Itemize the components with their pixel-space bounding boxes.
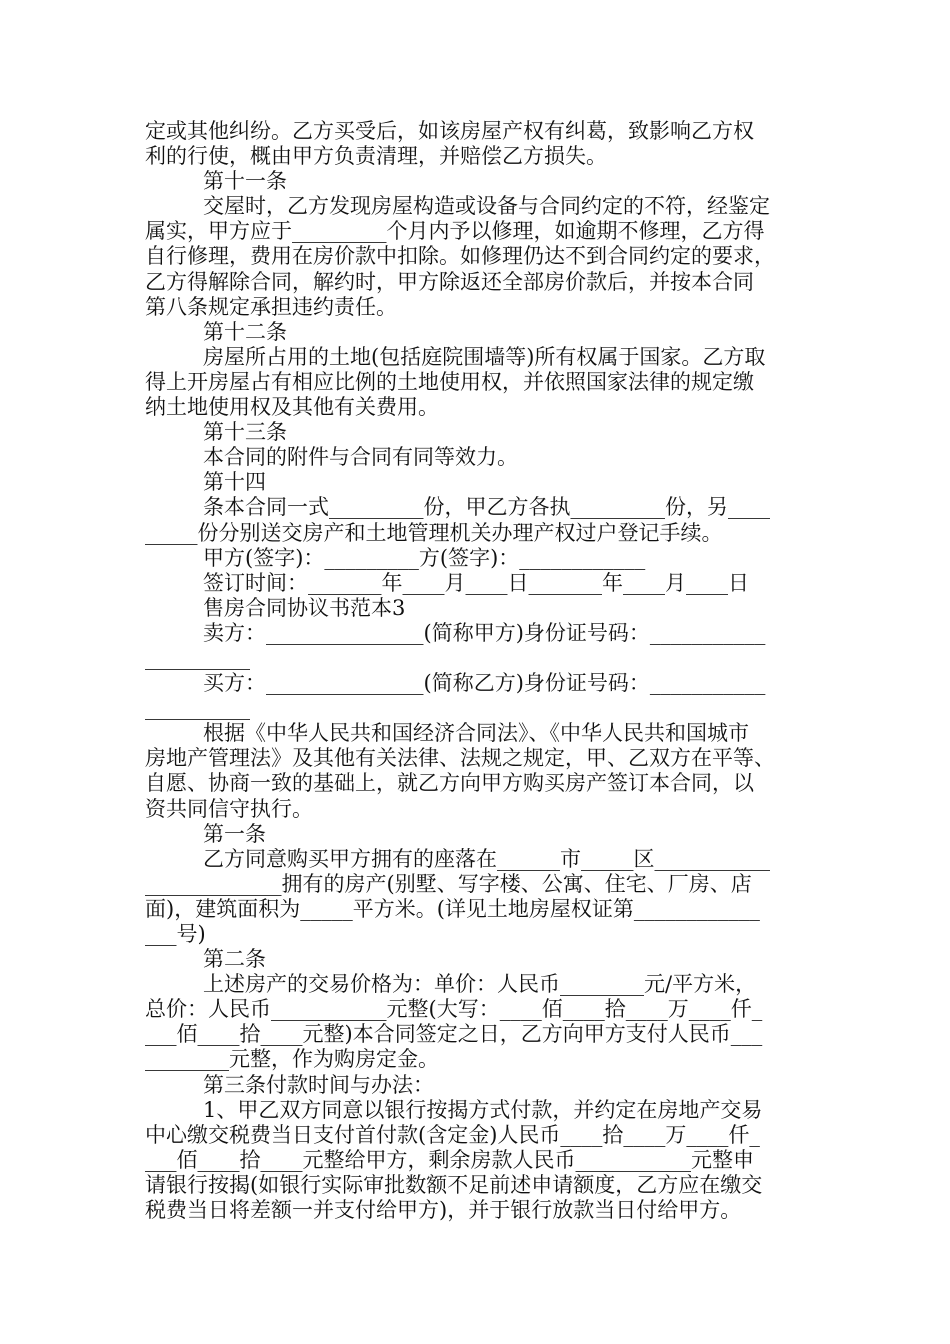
document-page	[145, 119, 807, 1223]
text-line: ___佰____拾____元整)本合同签定之日，乙方向甲方支付人民币___	[145, 1022, 763, 1047]
text-line: 卖方：_______________(简称甲方)身份证号码：___________	[203, 620, 766, 645]
text-line: 售房合同协议书范本3	[203, 595, 406, 620]
text-line: 甲方(签字)：_________方(签字)：____________	[203, 545, 646, 570]
text-line: 得上开房屋占有相应比例的土地使用权，并依照国家法律的规定缴	[145, 369, 754, 394]
text-line: 房屋所占用的土地(包括庭院围墙等)所有权属于国家。乙方取	[203, 344, 766, 369]
text-line: 1、甲乙双方同意以银行按揭方式付款，并约定在房地产交易	[203, 1097, 763, 1122]
text-line: 纳土地使用权及其他有关费用。	[145, 395, 439, 420]
text-line: 第二条	[203, 947, 266, 972]
text-line: 第十三条	[203, 420, 287, 445]
text-line: 条本合同一式_________份，甲乙方各执_________份，另____	[203, 495, 770, 520]
text-line: 中心缴交税费当日支付首付款(含定金)人民币____拾____万____仟_	[145, 1122, 760, 1147]
text-line: _____________拥有的房产(别墅、写字楼、公寓、住宅、厂房、店	[145, 871, 752, 896]
text-line: __________	[145, 645, 250, 670]
text-line: 乙方得解除合同，解约时，甲方除返还全部房价款后，并按本合同	[145, 269, 754, 294]
text-line: 买方：_______________(简称乙方)身份证号码：___________	[203, 671, 766, 696]
text-line: 第十二条	[203, 319, 287, 344]
text-line: 利的行使，概由甲方负责清理，并赔偿乙方损失。	[145, 144, 607, 169]
text-line: 第十四	[203, 470, 266, 495]
text-line: 上述房产的交易价格为：单价：人民币________元/平方米，	[203, 972, 757, 997]
text-line: 第一条	[203, 821, 266, 846]
text-line: 签订时间：_______年____月____日_______年____月____日	[203, 570, 749, 595]
text-line: 请银行按揭(如银行实际审批数额不足前述申请额度，乙方应在缴交	[145, 1172, 763, 1197]
text-line: 第十一条	[203, 169, 287, 194]
text-line: 自愿、协商一致的基础上，就乙方向甲方购买房产签订本合同，以	[145, 771, 754, 796]
text-line: ________元整，作为购房定金。	[145, 1047, 439, 1072]
text-line: 总价：人民币___________元整(大写：____佰____拾____万____仟_	[145, 997, 763, 1022]
text-line: 根据《中华人民共和国经济合同法》、《中华人民共和国城市	[203, 721, 749, 746]
text-line: 属实，甲方应于_________个月内予以修理，如逾期不修理，乙方得	[145, 219, 765, 244]
text-line: 第三条付款时间与办法：	[203, 1072, 434, 1097]
text-line: 本合同的附件与合同有同等效力。	[203, 445, 518, 470]
text-line: __________	[145, 696, 250, 721]
text-line: 乙方同意购买甲方拥有的座落在______市_____区___________	[203, 846, 770, 871]
text-line: 税费当日将差额一并支付给甲方)，并于银行放款当日付给甲方。	[145, 1198, 742, 1223]
text-line: ___号)	[145, 922, 206, 946]
text-line: 房地产管理法》及其他有关法律、法规之规定，甲、乙双方在平等、	[145, 746, 775, 771]
text-line: 面)，建筑面积为_____平方米。(详见土地房屋权证第____________	[145, 896, 760, 921]
text-line: 交屋时，乙方发现房屋构造或设备与合同约定的不符，经鉴定	[203, 194, 770, 219]
text-line: 定或其他纠纷。乙方买受后，如该房屋产权有纠葛，致影响乙方权	[145, 119, 754, 143]
text-line: ___佰____拾____元整给甲方，剩余房款人民币___________元整申	[145, 1147, 754, 1172]
text-line: 第八条规定承担违约责任。	[145, 294, 397, 319]
text-line: 自行修理，费用在房价款中扣除。如修理仍达不到合同约定的要求，	[145, 244, 775, 269]
text-line: 资共同信守执行。	[145, 796, 313, 821]
text-line: _____份分别送交房产和土地管理机关办理产权过户登记手续。	[145, 520, 723, 545]
